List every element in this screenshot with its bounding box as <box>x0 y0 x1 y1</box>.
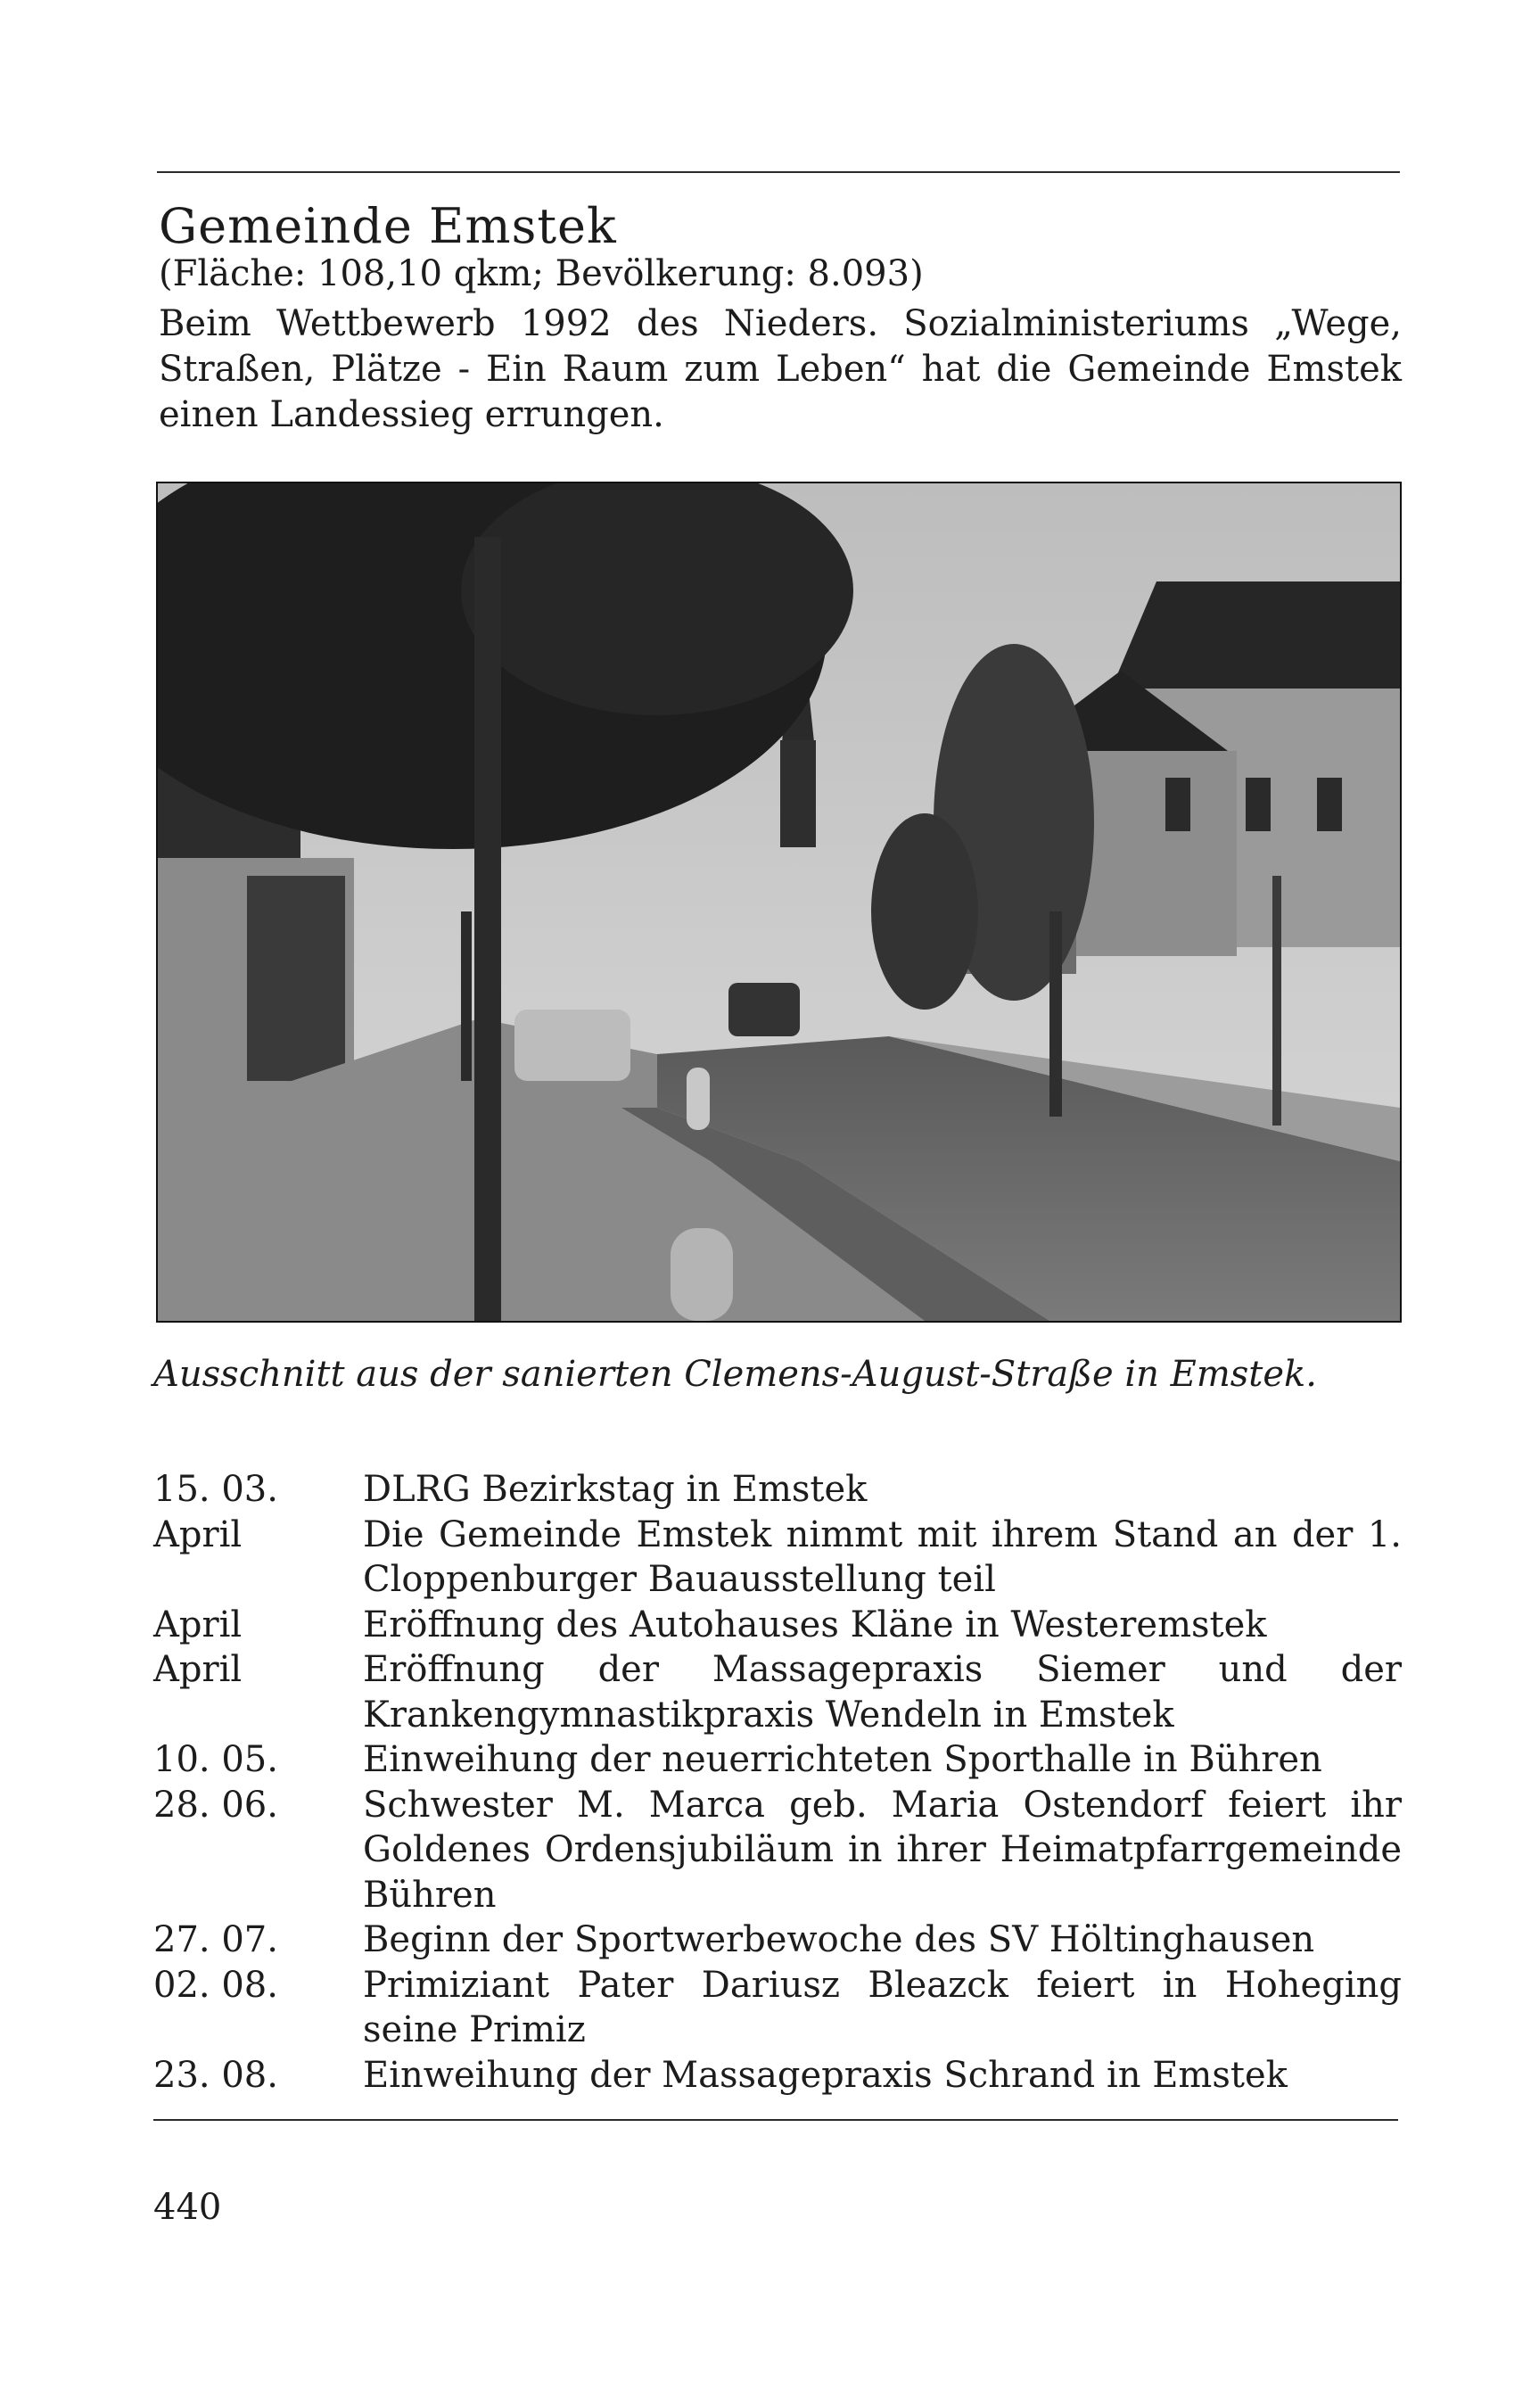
event-row <box>153 1783 1402 1918</box>
page-number: 440 <box>153 2187 222 2228</box>
event-text: Eröffnung der Massagepraxis Siemer und der Krankengymnastikpraxis Wendeln in Emstek <box>363 1649 1402 1736</box>
event-date: 10. 05. <box>153 1739 278 1780</box>
event-text: Schwester M. Marca geb. Maria Ostendorf feiert ihr Goldenes Ordensjubiläum in ihrer Heimatpfarrgemeinde Bühren <box>363 1784 1402 1916</box>
event-row <box>153 1513 1402 1603</box>
event-text: Beginn der Sportwerbewoche des SV Höltinghausen <box>363 1919 1315 1960</box>
event-text: Die Gemeinde Emstek nimmt mit ihrem Stand an der 1. Cloppenburger Bauausstellung teil <box>363 1513 1402 1600</box>
area-population-line: (Fläche: 108,10 qkm; Bevölkerung: 8.093) <box>159 253 924 294</box>
event-row <box>153 1737 1402 1783</box>
event-text: Einweihung der Massagepraxis Schrand in Emstek <box>363 2054 1288 2096</box>
event-row <box>153 1963 1402 2053</box>
event-date: April <box>153 1649 243 1690</box>
event-text: Einweihung der neuerrichteten Sporthalle in Bühren <box>363 1739 1322 1780</box>
event-text: Eröffnung des Autohauses Kläne in Westeremstek <box>363 1604 1267 1645</box>
section-title: Gemeinde Emstek <box>159 198 617 254</box>
event-date: 23. 08. <box>153 2054 278 2096</box>
event-date: April <box>153 1513 243 1555</box>
event-date: 27. 07. <box>153 1919 278 1960</box>
event-date: 28. 06. <box>153 1784 278 1826</box>
event-list <box>153 1467 1402 2098</box>
intro-text: Beim Wettbewerb 1992 des Nieders. Sozialministeriums „Wege, Straßen, Plätze - Ein Raum zum Leben“ hat die Gemeinde Emstek einen Landessieg errungen. <box>159 303 1402 435</box>
top-rule <box>157 171 1400 173</box>
event-row <box>153 1647 1402 1737</box>
event-row <box>153 1603 1402 1648</box>
event-text: DLRG Bezirkstag in Emstek <box>363 1469 868 1510</box>
event-row <box>153 1467 1402 1513</box>
event-date: 02. 08. <box>153 1964 278 2006</box>
event-text: Primiziant Pater Dariusz Bleazck feiert in Hoheging seine Primiz <box>363 1964 1402 2050</box>
event-row <box>153 1917 1402 1963</box>
event-date: 15. 03. <box>153 1469 278 1510</box>
photo-caption: Ausschnitt aus der sanierten Clemens-August-Straße in Emstek. <box>153 1354 1317 1395</box>
event-date: April <box>153 1604 243 1645</box>
event-row <box>153 2053 1402 2099</box>
bottom-rule <box>153 2119 1398 2121</box>
street-photo <box>156 482 1402 1323</box>
intro-paragraph <box>159 301 1402 438</box>
